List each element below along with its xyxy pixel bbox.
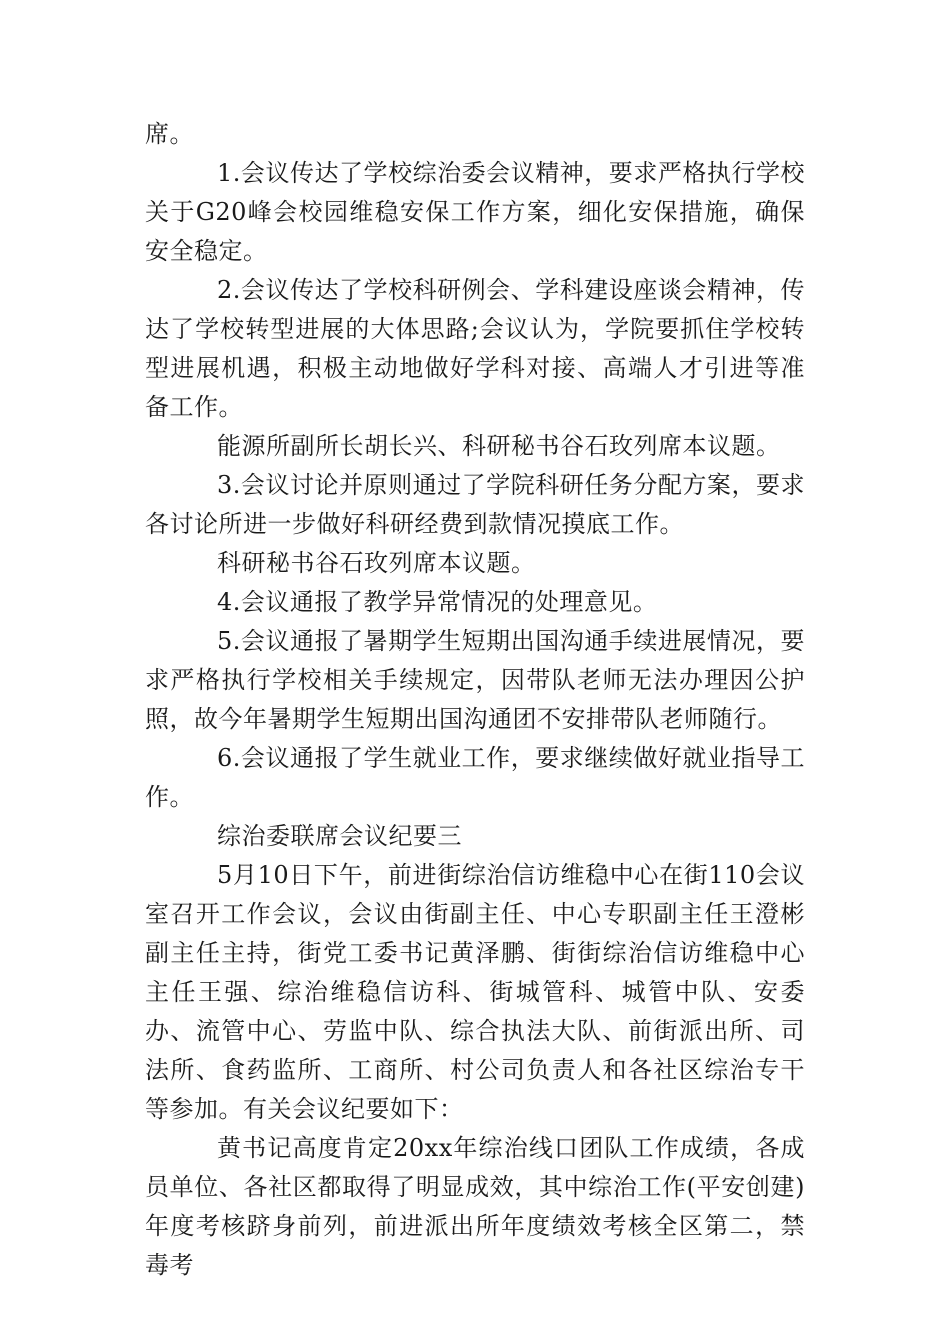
- paragraph-8: 5.会议通报了暑期学生短期出国沟通手续进展情况，要求严格执行学校相关手续规定，因带队老师无法办理因公护照，故今年暑期学生短期出国沟通团不安排带队老师随行。: [145, 627, 805, 733]
- paragraph-7: 4.会议通报了教学异常情况的处理意见。: [217, 588, 658, 616]
- paragraph-12: 黄书记高度肯定20xx年综治线口团队工作成绩，各成员单位、各社区都取得了明显成效，其中综治工作(平安创建)年度考核跻身前列，前进派出所年度绩效考核全区第二，禁毒考: [145, 1134, 805, 1279]
- paragraph-6: 科研秘书谷石玫列席本议题。: [217, 549, 536, 577]
- paragraph-4: 能源所副所长胡长兴、科研秘书谷石玫列席本议题。: [217, 432, 781, 460]
- paragraph-1: 席。: [145, 120, 194, 148]
- paragraph-9: 6.会议通报了学生就业工作，要求继续做好就业指导工作。: [145, 744, 805, 811]
- paragraph-3: 2.会议传达了学校科研例会、学科建设座谈会精神，传达了学校转型进展的大体思路;会议认为，学院要抓住学校转型进展机遇，积极主动地做好学科对接、高端人才引进等准备工作。: [145, 276, 805, 421]
- document-body: [145, 115, 805, 1285]
- paragraph-11: 5月10日下午，前进街综治信访维稳中心在街110会议室召开工作会议，会议由街副主任、中心专职副主任王澄彬副主任主持，街党工委书记黄泽鹏、街街综治信访维稳中心主任王强、综治维稳信访科、街城管科、城管中队、安委办、流管中心、劳监中队、综合执法大队、前街派出所、司法所、食药监所、工商所、村公司负责人和各社区综治专干等参加。有关会议纪要如下：: [145, 861, 805, 1123]
- section-heading: 综治委联席会议纪要三: [217, 822, 462, 850]
- paragraph-2: 1.会议传达了学校综治委会议精神，要求严格执行学校关于G20峰会校园维稳安保工作方案，细化安保措施，确保安全稳定。: [145, 159, 805, 265]
- paragraph-5: 3.会议讨论并原则通过了学院科研任务分配方案，要求各讨论所进一步做好科研经费到款情况摸底工作。: [145, 471, 805, 538]
